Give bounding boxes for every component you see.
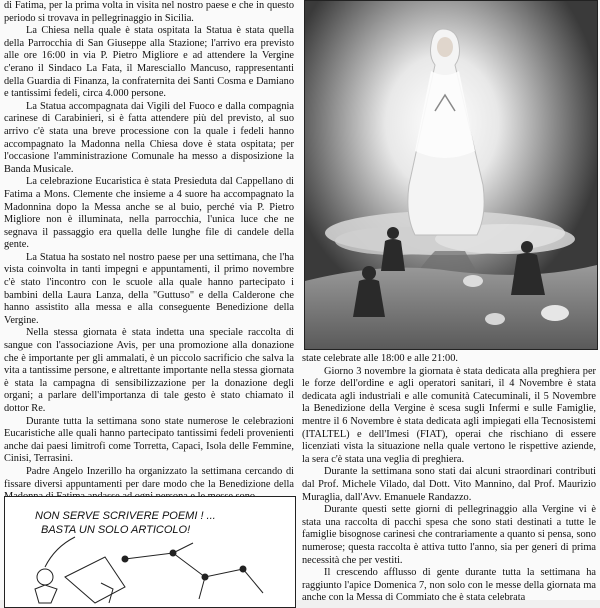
paragraph: La Chiesa nella quale è stata ospitata la Statua è stata quella della Parrocchia di San Giuseppe alla Stazione; l'arrivo era previsto alle ore 16:00 in via P. Pietro Migliore e ad attendere la Vergine c'erano il Sindaco La Fata, il Maresciallo Mancuso, rappresentanti della Guardia di Finanza, la confraternita dei Santi Cosma e Damiano e tantissimi fedeli, circa 4.000 persone.	[4, 25, 294, 100]
paragraph: La celebrazione Eucaristica è stata Presieduta dal Cappellano di Fatima a Mons. Clemente che insieme a 4 suore ha accompagnato la Madonnina dopo la Messa anche se al buio, perché via P. Pietro Migliore non è illuminata, nella parrocchia, l'unica luce che ne segnava il passaggio era quella delle lunghe file di candele della gente.	[4, 176, 294, 251]
article-right-column	[302, 353, 596, 604]
paragraph: Durante tutta la settimana sono state numerose le celebrazioni Eucaristiche alle quali hanno partecipato tantissimi fedeli provenienti anche dai paesi limitrofi come Torretta, Capaci, Isola delle Femmine, Cinisi, Terrasini.	[4, 415, 294, 465]
paragraph: Il crescendo afflusso di gente durante tutta la settimana ha raggiunto l'apice Domenica 7, non solo con le messe della giornata ma anche con la Messa di Commiato che è stata celebrata	[302, 567, 596, 604]
paragraph: state celebrate alle 18:00 e alle 21:00.	[302, 353, 458, 364]
madonna-apparition-photo	[304, 0, 598, 350]
cartoon-caption-line1: NON SERVE SCRIVERE POEMI ! ...	[35, 510, 216, 522]
paragraph: di Fatima, per la prima volta in visita nel nostro paese e che in questo periodo si trovava in pellegrinaggio in Sicilia.	[4, 0, 294, 24]
paragraph: La Statua ha sostato nel nostro paese per una settimana, che l'ha vista coinvolta in tanti impegni e appuntamenti, il primo novembre c'è stato l'incontro con le scuole alla quale hanno partecipato i bambini della Laura Lanza, della "Guttuso" e della Calderone che hanno assistito alla messa e alla conseguente Benedizione della Vergine.	[4, 251, 294, 326]
article-left-column	[4, 0, 294, 490]
paragraph: Nella stessa giornata è stata indetta una speciale raccolta di sangue con l'associazione Avis, per una promozione alla donazione che è importante per gli ammalati, è un piccolo sacrificio che salva la vita a tantissime persone, e altrettante importante nella stessa giornata è stata la campagna di sensibilizzazione per la donazione degli organi; a parlare dell'importanza di tale gesto è stato chiamato il dottor Re.	[4, 327, 294, 414]
paragraph: La Statua accompagnata dai Vigili del Fuoco e dalla compagnia carinese di Carabinieri, si è fatta attendere più del previsto, al suo arrivo c'è stata una breve processione con la quale i fedeli hanno accompagnato la Madonna nella Chiesa dove è stata ospitata; per l'occasione l'amministrazione Comunale ha messo a disposizione la Banda Musicale.	[4, 100, 294, 175]
cartoon-illustration	[4, 496, 296, 608]
paragraph: Giorno 3 novembre la giornata è stata dedicata alla preghiera per le forze dell'ordine e agli operatori sanitari, il 4 Novembre è stata dedicata agli industriali e alle comunità Catecuminali, il 5 Novembre la Benedizione della Vergine è scesa sugli Infermi e sulle Famiglie, mentre il 6 Novembre è stata dedicata agli impiegati ella Tecnosistemi (ITALTEL) e dell'Imesi (FIAT), operai che rischiano di essere licenziati vista la situazione nella quale vertono le rispettive aziende, la sera c'è stata una veglia di preghiera.	[302, 365, 596, 465]
paragraph: Durante questi sette giorni di pellegrinaggio alla Vergine vi è stata una raccolta di pacchi spesa che sono stati destinati a tutte le famiglie bisognose carinesi che contrariamente a quanto si pensa, sono numerose; questa raccolta è attiva tutto l'anno, sia per generi di prima necessità che per vestiti.	[302, 504, 596, 566]
paragraph: Padre Angelo Inzerillo ha organizzato la settimana cercando di fissare diversi appuntamenti per dare modo che la Benedizione della	[4, 465, 294, 490]
paragraph: Durante la settimana sono stati dai alcuni straordinari contributi dal Prof. Michele Vilado, dal Dott. Vito Mannino, dal Prof. Maurizio Muraglia, dall'Avv. Emanuele Randazzo.	[302, 466, 596, 503]
cartoon-caption-line2: BASTA UN SOLO ARTICOLO!	[41, 524, 191, 536]
